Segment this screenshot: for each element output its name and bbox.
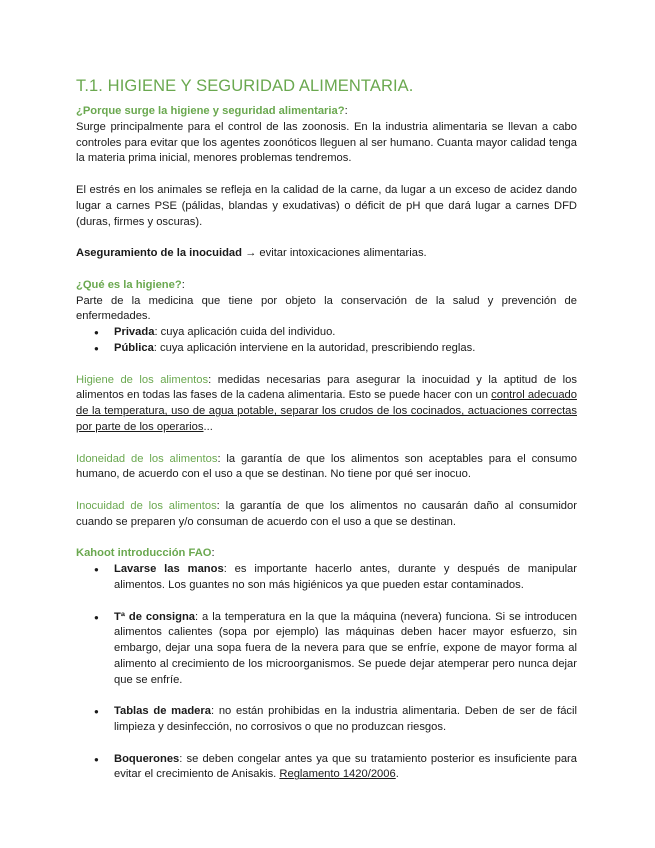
definition-term: Inocuidad de los alimentos [76, 499, 217, 512]
definition-term: Higiene de los alimentos [76, 373, 209, 386]
list-item: ● Boquerones: se deben congelar antes ya que su tratamiento posterior es insuficiente para evitar el crecimiento de Anisakis. Reglamento 1420/2006. [114, 752, 577, 784]
section-heading: ¿Qué es la higiene?: [76, 278, 185, 291]
page-title: T.1. HIGIENE Y SEGURIDAD ALIMENTARIA. [76, 77, 414, 95]
list-item: ● Tª de consigna: a la temperatura en la que la máquina (nevera) funciona. Si se introducen alimentos calientes (sopa por ejemplo) las máquinas deben hacer mayor esfuerzo, sin embargo, dejar una sopa fuera de la nevera para que se enfríe, expone de mayor forma al alimento al crecimiento de los microorganismos. Se puede dejar atemperar pero nunca dejar que se enfríe. [114, 610, 577, 689]
bullet-list [76, 610, 577, 689]
paragraph: Aseguramiento de la inocuidad → evitar intoxicaciones alimentarias. [76, 247, 427, 260]
question-heading: Kahoot introducción FAO [76, 547, 212, 560]
bullet-list [76, 325, 577, 357]
paragraph: Higiene de los alimentos: medidas necesarias para asegurar la inocuidad y la aptitud de los alimentos en todas las fases de la cadena alimentaria. Esto se puede hacer con un control adecuado de la temperatura, uso de agua potable, separar los crudos de los cocinados, actuaciones correctas por parte de los operarios... [76, 373, 577, 433]
question-heading: ¿Porque surge la higiene y seguridad alimentaria? [76, 105, 345, 117]
section-heading: Kahoot introducción FAO: [76, 547, 215, 560]
underlined-text: control adecuado de la temperatura, uso de agua potable, separar los crudos de los cocinados, actuaciones correctas por parte de los operarios [76, 389, 577, 433]
paragraph: Idoneidad de los alimentos: la garantía de que los alimentos son aceptables para el consumo humano, de acuerdo con el uso a que se destinan. No tiene por qué ser inocuo. [76, 452, 577, 481]
question-heading: ¿Qué es la higiene? [76, 278, 182, 291]
bullet-list [76, 752, 577, 784]
regulation-link[interactable]: Reglamento 1420/2006 [279, 768, 396, 781]
list-item: ● Pública: cuya aplicación interviene en la autoridad, prescribiendo reglas. [114, 341, 577, 357]
definition-term: Idoneidad de los alimentos [76, 452, 218, 465]
list-item: ● Tablas de madera: no están prohibidas en la industria alimentaria. Deben de ser de fácil limpieza y desinfección, no corrosivos o que no produzcan riesgos. [114, 704, 577, 736]
paragraph: Surge principalmente para el control de las zoonosis. En la industria alimentaria se llevan a cabo controles para evitar que los agentes zoonóticos lleguen al ser humano. Cuanta mayor calidad tenga la materia prima inicial, menores problemas tendremos. [76, 120, 577, 165]
bullet-list [76, 562, 577, 594]
list-item: ● Privada: cuya aplicación cuida del individuo. [114, 325, 577, 341]
bullet-list [76, 704, 577, 736]
paragraph: Inocuidad de los alimentos: la garantía de que los alimentos no causarán daño al consumidor cuando se preparen y/o consuman de acuerdo con el uso a que se destinan. [76, 499, 577, 528]
paragraph: El estrés en los animales se refleja en la calidad de la carne, da lugar a un exceso de acidez dando lugar a carnes PSE (pálidas, blandas y exudativas) o déficit de pH que dará lugar a carnes DFD (duras, firmes y oscuras). [76, 183, 577, 228]
section-heading: ¿Porque surge la higiene y seguridad alimentaria?: [76, 105, 348, 117]
list-item: ● Lavarse las manos: es importante hacerlo antes, durante y después de manipular alimentos. Los guantes no son más higiénicos ya que pueden estar contaminados. [114, 562, 577, 594]
paragraph: Parte de la medicina que tiene por objeto la conservación de la salud y prevención de enfermedades. [76, 294, 577, 323]
bold-term: Aseguramiento de la inocuidad [76, 247, 242, 260]
